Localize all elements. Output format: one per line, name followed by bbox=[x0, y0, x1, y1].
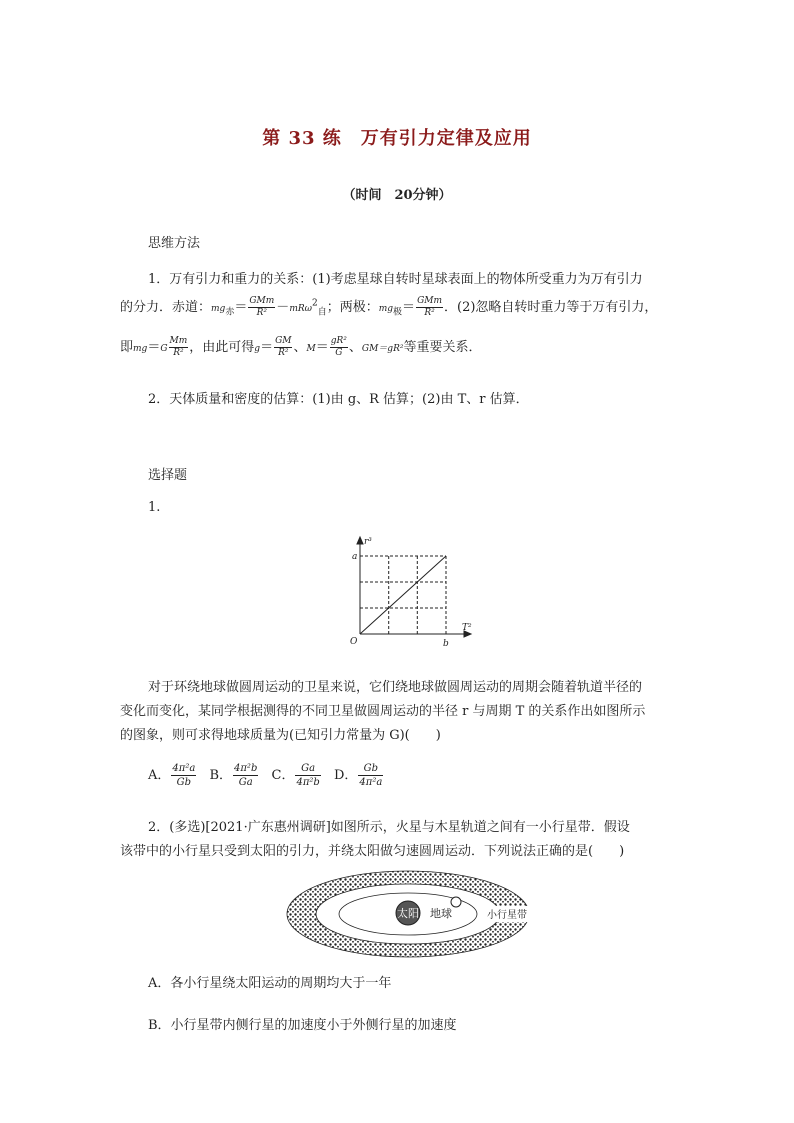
fraction-mm-r2: $\frac{Mm}{\text{R²}}$ bbox=[169, 336, 188, 358]
sun-label: 太阳 bbox=[397, 907, 419, 920]
section-heading-choice: 选择题 bbox=[148, 468, 188, 483]
page-subtitle: （时间 20分钟） bbox=[342, 188, 452, 203]
method-2: 2．天体质量和密度的估算：(1)由 g、R 估算；(2)由 T、r 估算． bbox=[148, 392, 529, 407]
question-1-text-1: 对于环绕地球做圆周运动的卫星来说，它们绕地球做圆周运动的周期会随着轨道半径的 bbox=[148, 680, 643, 695]
question-1-number: 1. bbox=[148, 500, 161, 515]
question-1-graph bbox=[340, 534, 480, 654]
origin-label: O bbox=[350, 637, 358, 647]
x-tick-b: b bbox=[443, 639, 449, 649]
method-1-line-2: 的分力．赤道：$mg_赤=$ $\frac{\text{GMm}}{\text{R²}}$ －mRω$^2_自$；两极：$mg_极=$ $\frac{\text{GMm}}{\text{R²}}$ ．(2)忽略自转时重力等于万有引力， bbox=[120, 296, 658, 318]
method-1-line-1: 1．万有引力和重力的关系：(1)考虑星球自转时星球表面上的物体所受重力为万有引力 bbox=[148, 272, 643, 287]
data-line bbox=[360, 556, 446, 634]
y-axis-label: r³ bbox=[364, 537, 372, 547]
fraction-gmm-r2: $\frac{\text{GMm}}{\text{R²}}$ bbox=[249, 296, 275, 318]
question-1-options bbox=[148, 762, 646, 789]
question-1-text-3: 的图象，则可求得地球质量为(已知引力常量为 G)( ) bbox=[120, 728, 441, 743]
y-tick-a: a bbox=[352, 552, 358, 562]
method-1-line-3: 即mg＝G $\frac{Mm}{\text{R²}}$ ，由此可得g＝ $\frac{GM}{\text{R²}}$ 、M＝ $\frac{\text{gR²}}{G}$ 、GM＝gR²等重要关系． bbox=[120, 336, 482, 358]
option-a[interactable]: A． $\frac{\text{4π²a}}{Gb}$ bbox=[148, 763, 196, 788]
question-2-text-1: 2．(多选)[2021·广东惠州调研]如图所示，火星与木星轨道之间有一小行星带．假设 bbox=[148, 820, 630, 835]
fraction-gr2-g: $\frac{\text{gR²}}{G}$ bbox=[330, 336, 347, 358]
question-2-option-a[interactable]: A．各小行星绕太阳运动的周期均大于一年 bbox=[148, 976, 392, 991]
option-c[interactable]: C． $\frac{Ga}{\text{4π²b}}$ bbox=[271, 763, 320, 788]
question-1-text-2: 变化而变化，某同学根据测得的不同卫星做圆周运动的半径 r 与周期 T 的关系作出如图所示 bbox=[120, 704, 646, 719]
section-heading-methods: 思维方法 bbox=[148, 236, 201, 251]
option-b[interactable]: B． $\frac{\text{4π²b}}{Ga}$ bbox=[209, 763, 258, 788]
question-2-text-2: 该带中的小行星只受到太阳的引力，并绕太阳做匀速圆周运动．下列说法正确的是( ) bbox=[120, 844, 625, 859]
asteroid-belt-diagram bbox=[284, 868, 532, 960]
page-title: 第 33 练 万有引力定律及应用 bbox=[262, 128, 532, 149]
question-2-option-b[interactable]: B．小行星带内侧行星的加速度小于外侧行星的加速度 bbox=[148, 1018, 457, 1033]
fraction-gm-r2: $\frac{GM}{\text{R²}}$ bbox=[275, 336, 292, 358]
fraction-gmm-r2-pole: $\frac{\text{GMm}}{\text{R²}}$ bbox=[417, 296, 443, 318]
earth-label: 地球 bbox=[430, 907, 452, 920]
option-d[interactable]: D． $\frac{Gb}{\text{4π²a}}$ bbox=[333, 763, 383, 788]
y-axis-arrow bbox=[357, 537, 363, 544]
earth-icon bbox=[451, 897, 461, 907]
belt-label: 小行星带 bbox=[487, 910, 527, 921]
x-axis-label: T² bbox=[462, 623, 472, 633]
